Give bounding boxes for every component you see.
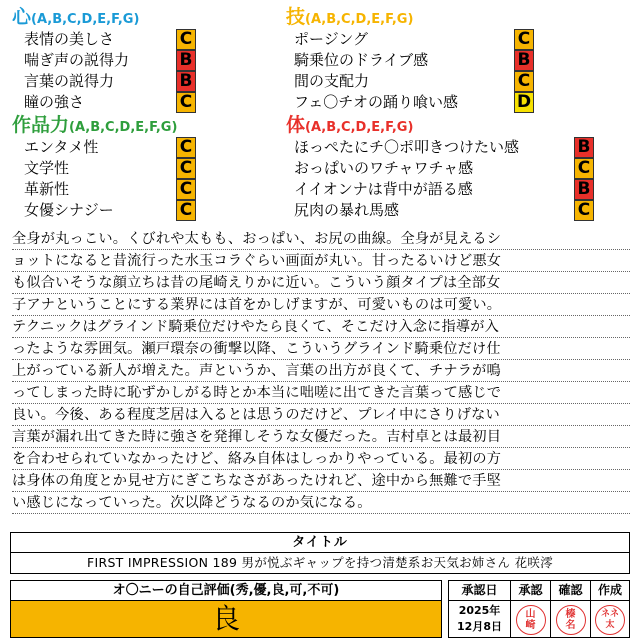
hanko-stamp-icon [516,605,546,635]
rating-label: 騎乗位のドライブ感 [294,51,429,69]
rating-row [24,178,204,200]
essay-line: 良い。今後、ある程度芝居は入るとは思うのだけど、プレイ中にさりげない [12,404,630,426]
approval-day: 12月8日 [457,620,502,633]
essay-line: テクニックはグラインド騎乗位だけやたら良くて、そこだけ入念に指導が入 [12,316,630,338]
grade-badge: B [574,137,594,158]
review-essay [12,228,630,514]
rating-row [24,136,204,158]
grade-badge: C [176,200,196,221]
essay-line: を合わせられていなかったけど、絡み自体はしっかりやっている。最初の方 [12,448,630,470]
rating-label: 言葉の説得力 [24,72,115,90]
rating-label: 喘ぎ声の説得力 [24,51,130,69]
category-scale: (A,B,C,D,E,F,G) [305,120,414,135]
essay-line: 子アナということにする業界には首をかしげますが、可愛いものは可愛い。 [12,294,630,316]
grade-badge: C [176,137,196,158]
rating-row [24,157,204,179]
grade-badge: B [176,50,196,71]
rating-row [294,178,604,200]
category-scale: (A,B,C,D,E,F,G) [305,12,414,27]
grade-badge: C [514,71,534,92]
grade-badge: D [514,92,534,113]
category-name: 技 [286,6,306,28]
evaluation-label: オ〇ニーの自己評価(秀,優,良,可,不可) [11,581,441,601]
grade-badge: C [514,29,534,50]
grade-badge: C [176,179,196,200]
rating-label: 文学性 [24,159,70,177]
title-label: タイトル [11,533,629,553]
stamp-text: 山崎 [525,608,536,631]
rating-label: イイオンナは背中が語る感 [294,180,473,198]
rating-row [294,28,544,50]
category-name: 作品力 [12,114,70,136]
rating-row [294,136,604,158]
author-stamp-cell [591,601,629,638]
rating-label: 表情の美しさ [24,30,115,48]
category-name: 体 [286,114,306,136]
category-name: 心 [12,6,32,28]
self-evaluation-box [10,580,442,638]
category-scale: (A,B,C,D,E,F,G) [31,12,140,27]
grade-badge: C [574,200,594,221]
hanko-stamp-icon [556,605,586,635]
rating-row [294,49,544,71]
essay-line: ったような雰囲気。瀬戸環奈の衝撃以降、こういうグラインド騎乗位だけ仕 [12,338,630,360]
approval-date-header: 承認日 [449,581,511,600]
rating-label: フェ〇チオの踊り喰い感 [294,93,458,111]
author-header: 作成 [597,583,622,597]
stamp-text: 榛名 [565,608,576,631]
rating-row [294,70,544,92]
approval-year: 2025年 [458,604,501,617]
rating-row [24,49,204,71]
rating-label: 瞳の強さ [24,93,85,111]
rating-label: 間の支配力 [294,72,370,90]
grade-badge: C [574,158,594,179]
rating-row [294,199,604,221]
rating-row [294,91,544,113]
rating-label: 革新性 [24,180,70,198]
rating-label: 女優シナジー [24,201,114,219]
check-stamp-cell [551,601,591,638]
rating-label: ポージング [294,30,369,48]
essay-line: 言葉が漏れ出てきた時に強さを発揮しそうな女優だった。吉村卓とは最初目 [12,426,630,448]
check-header: 確認 [551,581,591,600]
essay-line: も似合いそうな顔立ちは昔の尾崎えりかに近い。こういう顔タイプは全部女 [12,272,630,294]
rating-row [24,70,204,92]
rating-label: 尻肉の暴れ馬感 [294,201,400,219]
title-box [10,532,630,574]
approval-table [448,580,630,638]
approval-date [449,601,511,638]
grade-badge: B [574,179,594,200]
grade-badge: C [176,158,196,179]
approval-stamp-cell [511,601,551,638]
essay-line: 上がっている新人が増えた。声というか、言葉の出方が良くて、チナラが鳴 [12,360,630,382]
essay-line: ョットになると昔流行った水玉コラぐらい画面が丸い。甘ったるいけど悪女 [12,250,630,272]
grade-badge: C [176,29,196,50]
essay-line: ってしまった時に恥ずかしがる時とか本当に咄嗟に出てきた言葉って感じで [12,382,630,404]
rating-label: エンタメ性 [24,138,99,156]
category-scale: (A,B,C,D,E,F,G) [69,120,178,135]
title-value: FIRST IMPRESSION 189 男が悦ぶギャップを持つ清楚系お天気お姉さん 花咲澪 [86,555,554,570]
rating-label: ほっぺたにチ〇ポ叩きつけたい感 [294,138,520,156]
essay-line: い感じになっていった。次以降どうなるのか気になる。 [12,492,630,514]
approval-header: 承認 [511,581,551,600]
essay-line: は身体の角度とか見せ方にぎこちなさがあったけれど、途中から無難で手堅 [12,470,630,492]
hanko-stamp-icon [595,605,625,635]
rating-row [24,28,204,50]
grade-badge: C [176,92,196,113]
rating-label: おっぱいのワチャワチャ感 [294,159,474,177]
grade-badge: B [176,71,196,92]
evaluation-value: 良 [11,601,441,637]
grade-badge: B [514,50,534,71]
essay-line: 全身が丸っこい。くびれや太もも、おっぱい、お尻の曲線。全身が見えるシ [12,228,630,250]
rating-row [24,91,204,113]
rating-row [24,199,204,221]
stamp-text: ネネ太 [600,608,619,630]
rating-row [294,157,604,179]
